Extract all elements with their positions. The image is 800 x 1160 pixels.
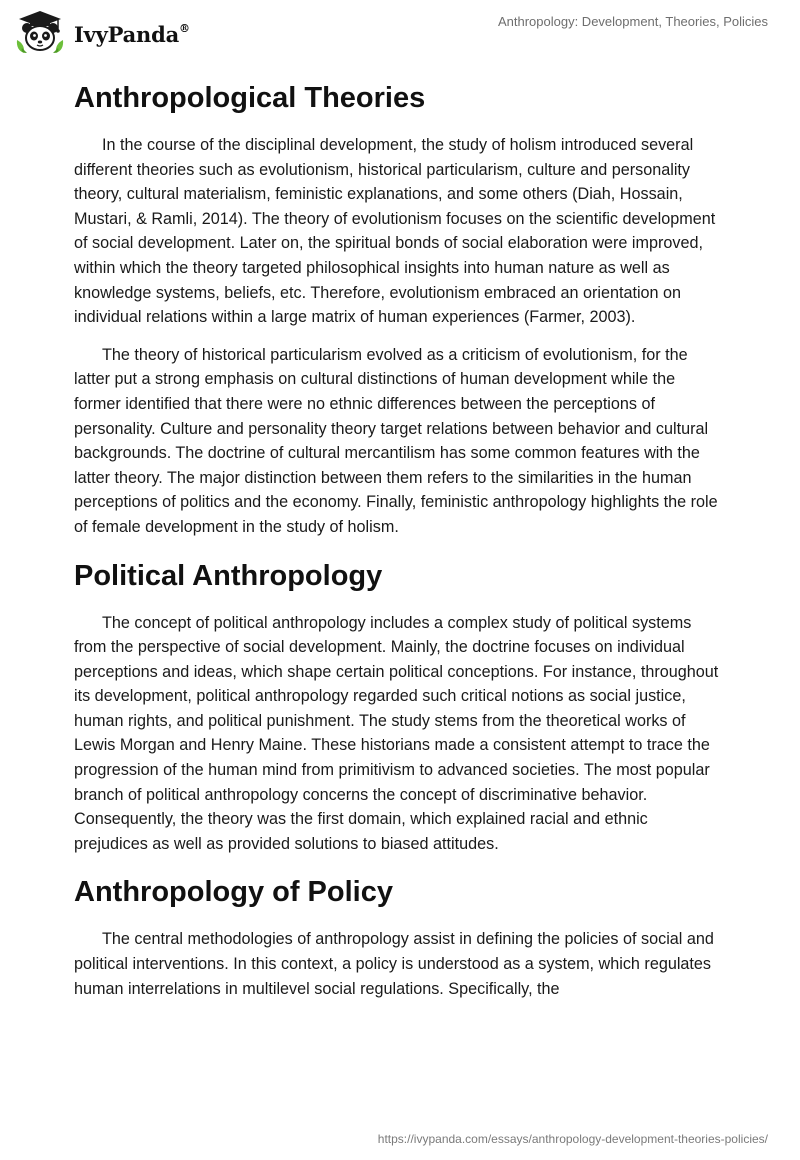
ivypanda-logo[interactable]: [14, 10, 190, 54]
source-url-link[interactable]: https://ivypanda.com/essays/anthropology-development-theories-policies/: [377, 1132, 768, 1146]
section-heading: Anthropological Theories: [74, 82, 426, 114]
paragraph: The central methodologies of anthropology assist in defining the policies of social and political interventions. In this context, a policy is understood as a system, which regulates human interrelations in multilevel social regulations. Specifically, the: [74, 930, 714, 998]
essay-content: [74, 70, 726, 1001]
paragraph: The theory of historical particularism evolved as a criticism of evolutionism, for the latter put a strong emphasis on cultural distinctions of human development while the former identified that there were no ethnic differences between the perceptions of personality. Culture and personality theory target relations between behavior and cultural backgrounds. The doctrine of cultural mercantilism has some common features with the latter theory. The major distinction between them refers to the similarities in the human perceptions of politics and the economy. Finally, feministic anthropology highlights the role of female development in the study of holism.: [74, 345, 718, 536]
brand-name: IvyPanda®: [74, 21, 190, 47]
page-header: [0, 0, 800, 70]
section-anthropological-theories: [74, 76, 726, 540]
section-heading: Political Anthropology: [74, 559, 383, 592]
section-political-anthropology: [74, 554, 726, 857]
paragraph: In the course of the disciplinal development, the study of holism introduced several different theories such as evolutionism, historical particularism, culture and personality theory, cultural materialism, feministic explanations, and some others (Diah, Hossain, Mustari, & Ramli, 2014). The theory of evolutionism focuses on the scientific development of social development. Later on, the spiritual bonds of social elaboration were improved, within which the theory targeted philosophical insights into human nature as well as knowledge systems, beliefs, etc. Therefore, evolutionism embraced an orientation on individual relations within a large matrix of human experiences (Farmer, 2003).: [74, 136, 716, 327]
document-title: Anthropology: Development, Theories, Policies: [497, 14, 768, 29]
panda-graduate-icon: [14, 10, 66, 54]
section-anthropology-of-policy: [74, 870, 726, 1001]
paragraph: The concept of political anthropology includes a complex study of political systems from the perspective of social development. Mainly, the doctrine focuses on individual perceptions and ideas, which shape certain political conceptions. For instance, throughout its development, political anthropology regarded such critical notions as social justice, human rights, and political punishment. The study stems from the theoretical works of Lewis Morgan and Henry Maine. These historians made a consistent attempt to trace the progression of the human mind from primitivism to advanced societies. The most popular branch of political anthropology concerns the concept of discriminative behavior. Consequently, the theory was the first domain, which explained racial and ethnic prejudices as well as provided solutions to biased attitudes.: [74, 613, 719, 853]
section-heading: Anthropology of Policy: [74, 876, 393, 909]
